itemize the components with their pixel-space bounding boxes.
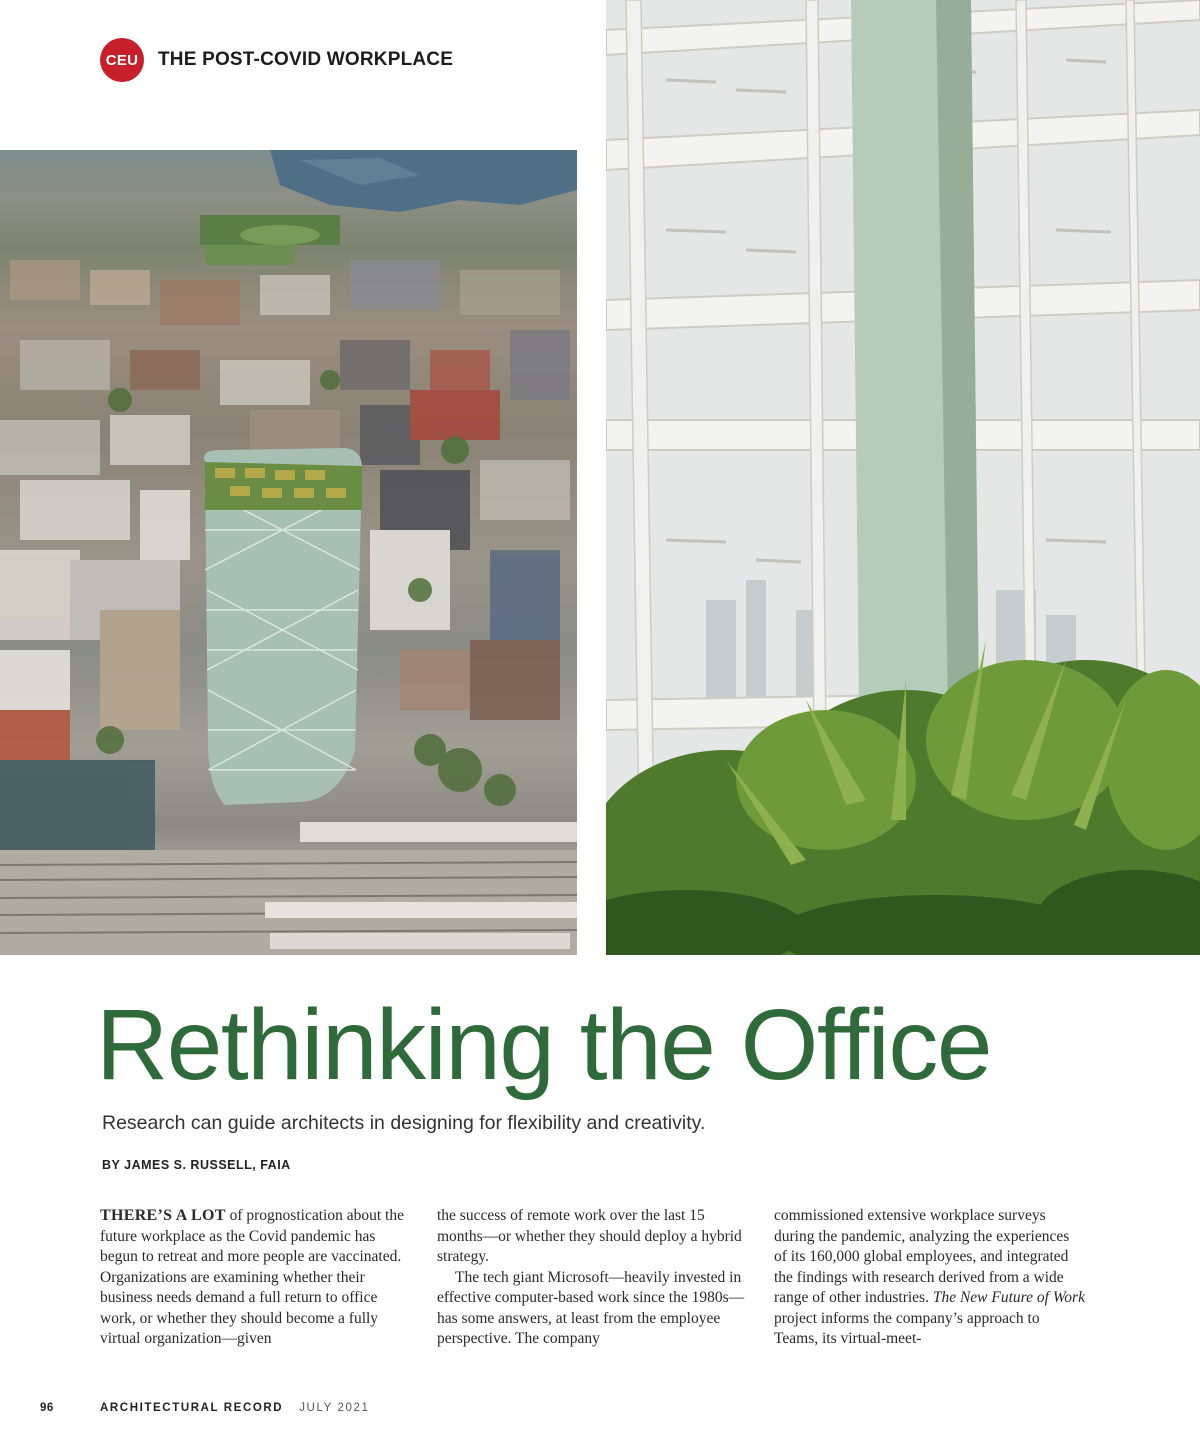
body-paragraph: The tech giant Microsoft—heavily invested in effective computer-based work since the 1980s—has some answers, at least from the employee perspective. The company bbox=[437, 1268, 745, 1347]
body-text: of prognostication about the future workplace as the Covid pandemic has begun to retreat and more people are vaccinated. Organizations are examining whether their business needs demand a full return to office work, or whether they should become a fully virtual organization—given bbox=[100, 1207, 404, 1347]
section-title: THE POST-COVID WORKPLACE bbox=[158, 49, 454, 70]
office-interior-photo bbox=[606, 0, 1200, 955]
headline: Rethinking the Office bbox=[96, 989, 991, 1101]
section-header bbox=[100, 38, 453, 82]
page-number: 96 bbox=[40, 1402, 54, 1414]
publication-name: ARCHITECTURAL RECORD bbox=[100, 1402, 284, 1414]
body-column-1 bbox=[100, 1206, 412, 1350]
issue-date: JULY 2021 bbox=[299, 1402, 370, 1414]
body-column-3 bbox=[774, 1206, 1086, 1350]
body-text: project informs the company’s approach to Teams, its virtual-meet- bbox=[774, 1309, 1040, 1347]
byline: BY JAMES S. RUSSELL, FAIA bbox=[102, 1158, 291, 1172]
aerial-city-photo bbox=[0, 150, 577, 955]
lead-in: THERE’S A LOT bbox=[100, 1207, 226, 1224]
body-paragraph bbox=[774, 1206, 1086, 1350]
ceu-badge: CEU bbox=[100, 38, 144, 82]
page-footer bbox=[40, 1402, 369, 1414]
body-paragraph: the success of remote work over the last 15 months—or whether they should deploy a hybrid strategy. bbox=[437, 1207, 742, 1265]
body-column-2 bbox=[437, 1206, 749, 1350]
project-title: The New Future of Work bbox=[932, 1289, 1085, 1306]
body-paragraph bbox=[100, 1206, 412, 1350]
body-text: commissioned extensive workplace surveys during the pandemic, analyzing the experiences of its 160,000 global employees, and integrated the findings with research derived from a wide range of other industries. bbox=[774, 1207, 1070, 1306]
deck: Research can guide architects in designing for flexibility and creativity. bbox=[102, 1112, 706, 1134]
